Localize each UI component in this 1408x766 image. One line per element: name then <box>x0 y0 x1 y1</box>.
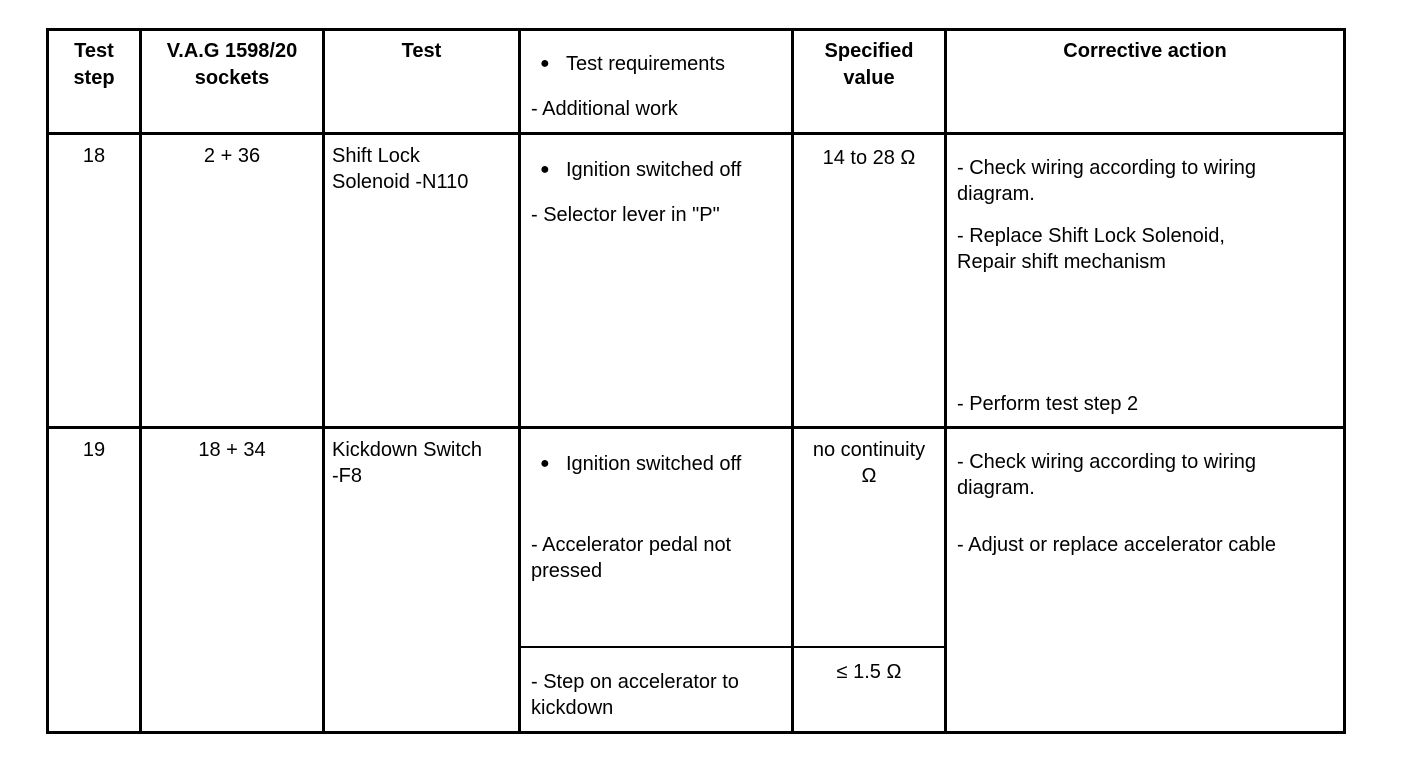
row-divider <box>46 426 1346 429</box>
header-sockets: V.A.G 1598/20 sockets <box>166 40 298 89</box>
row-19-requirement: Ignition switched off <box>566 453 742 475</box>
row-19-step: 19 <box>82 439 106 461</box>
table-border-top <box>46 28 1346 31</box>
row-19-additional-work: - Accelerator pedal not pressed <box>531 534 732 582</box>
column-divider <box>518 28 521 734</box>
header-additional-work: - Additional work <box>531 98 678 120</box>
bullet-icon: ● <box>540 161 550 178</box>
row-18-corrective-3: - Perform test step 2 <box>957 393 1139 415</box>
row-19-test: Kickdown Switch -F8 <box>332 439 483 487</box>
bullet-icon: ● <box>540 455 550 472</box>
row-18-additional-work: - Selector lever in "P" <box>531 204 720 226</box>
header-test: Test <box>401 40 442 62</box>
header-test-step: Test step <box>73 40 115 89</box>
header-specified-value: Specified value <box>824 40 914 89</box>
table-border-bottom <box>46 731 1346 734</box>
column-divider <box>791 28 794 734</box>
row-18-requirement: Ignition switched off <box>566 159 742 181</box>
column-divider <box>322 28 325 734</box>
row-19-corrective-2: - Adjust or replace accelerator cable <box>957 534 1277 556</box>
header-test-requirements: Test requirements <box>566 53 725 75</box>
row-18-test: Shift Lock Solenoid -N110 <box>332 145 469 193</box>
row-18-specified-value: 14 to 28 Ω <box>822 147 916 169</box>
row-19-corrective-1: - Check wiring according to wiring diagram. <box>957 451 1257 499</box>
row-19-specified-value: no continuity Ω <box>812 439 926 487</box>
header-divider <box>46 132 1346 135</box>
row-19-sub-specified-value: ≤ 1.5 Ω <box>836 661 902 683</box>
row-18-corrective-1: - Check wiring according to wiring diagram. <box>957 157 1257 205</box>
table-border-left <box>46 28 49 734</box>
row-19-sockets: 18 + 34 <box>198 439 266 461</box>
row-18-step: 18 <box>82 145 106 167</box>
bullet-icon: ● <box>540 55 550 72</box>
row-19-sub-requirement: - Step on accelerator to kickdown <box>531 671 739 719</box>
table-border-right <box>1343 28 1346 734</box>
row-18-corrective-2: - Replace Shift Lock Solenoid, Repair shift mechanism <box>957 225 1225 273</box>
header-corrective-action: Corrective action <box>1063 40 1227 62</box>
subrow-divider <box>518 646 946 648</box>
row-18-sockets: 2 + 36 <box>203 145 261 167</box>
column-divider <box>944 28 947 734</box>
column-divider <box>139 28 142 734</box>
